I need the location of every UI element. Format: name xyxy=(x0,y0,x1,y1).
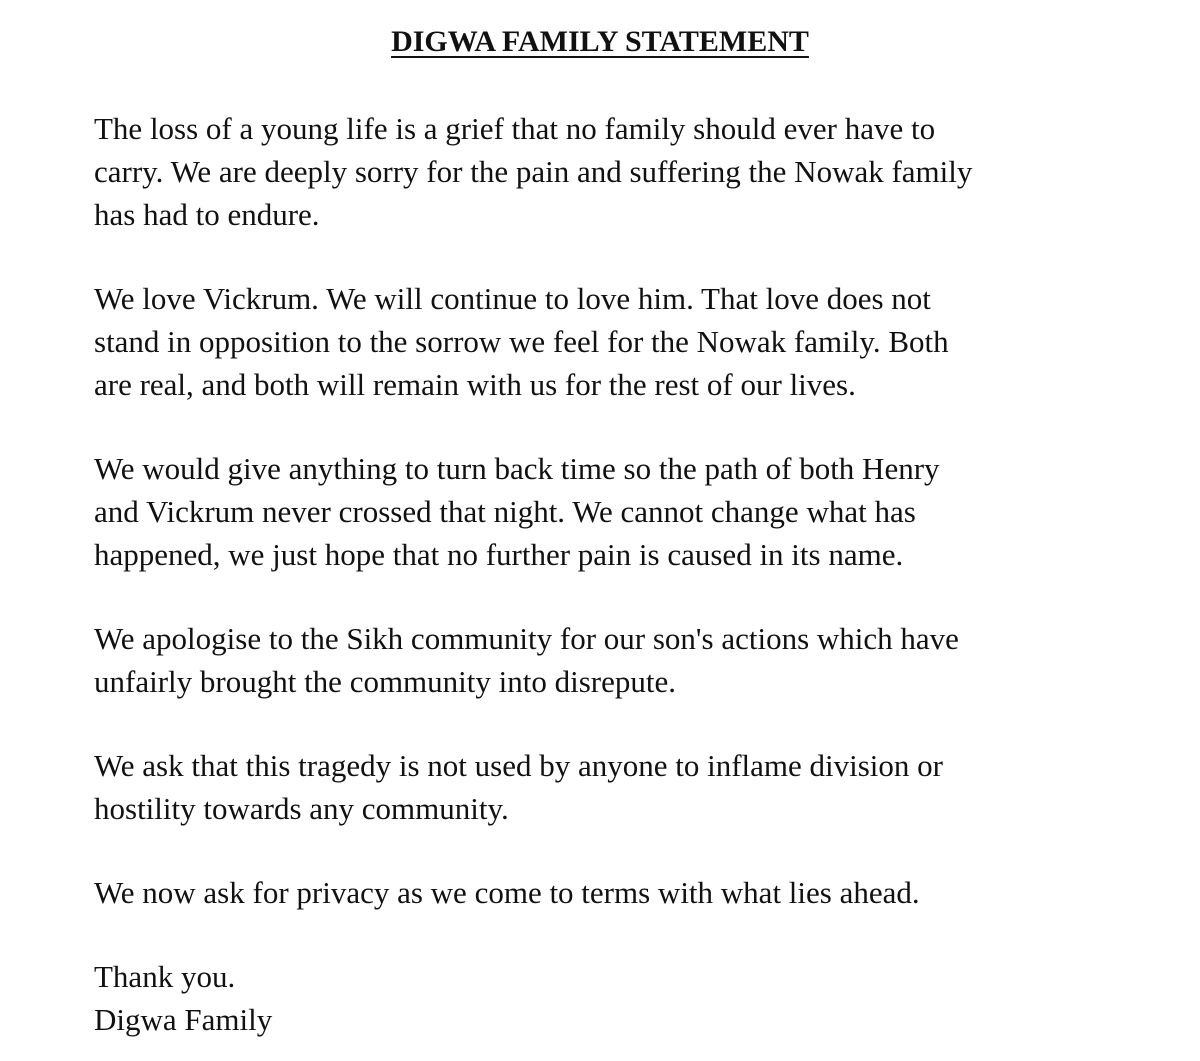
signature-text: Digwa Family xyxy=(94,1002,273,1037)
paragraph-privacy: We now ask for privacy as we come to terms with what lies ahead. xyxy=(94,875,920,910)
paragraph-regret: We would give anything to turn back time so the path of both Henry and Vickrum never crossed that night. We cannot change what has happened, we just hope that no further pain is caused in its name. xyxy=(94,451,940,572)
paragraph-condolence: The loss of a young life is a grief that no family should ever have to carry. We are deeply sorry for the pain and suffering the Nowak family has had to endure. xyxy=(94,111,973,232)
paragraph-apology: We apologise to the Sikh community for our son's actions which have unfairly brought the community into disrepute. xyxy=(94,621,959,699)
closing-text: Thank you. xyxy=(94,959,236,994)
paragraph-request: We ask that this tragedy is not used by anyone to inflame division or hostility towards any community. xyxy=(94,748,943,826)
statement-title: DIGWA FAMILY STATEMENT xyxy=(391,25,809,58)
paragraph-love: We love Vickrum. We will continue to love him. That love does not stand in opposition to the sorrow we feel for the Nowak family. Both are real, and both will remain with us for the rest of our lives. xyxy=(94,281,949,402)
signoff-block xyxy=(94,955,1130,1041)
